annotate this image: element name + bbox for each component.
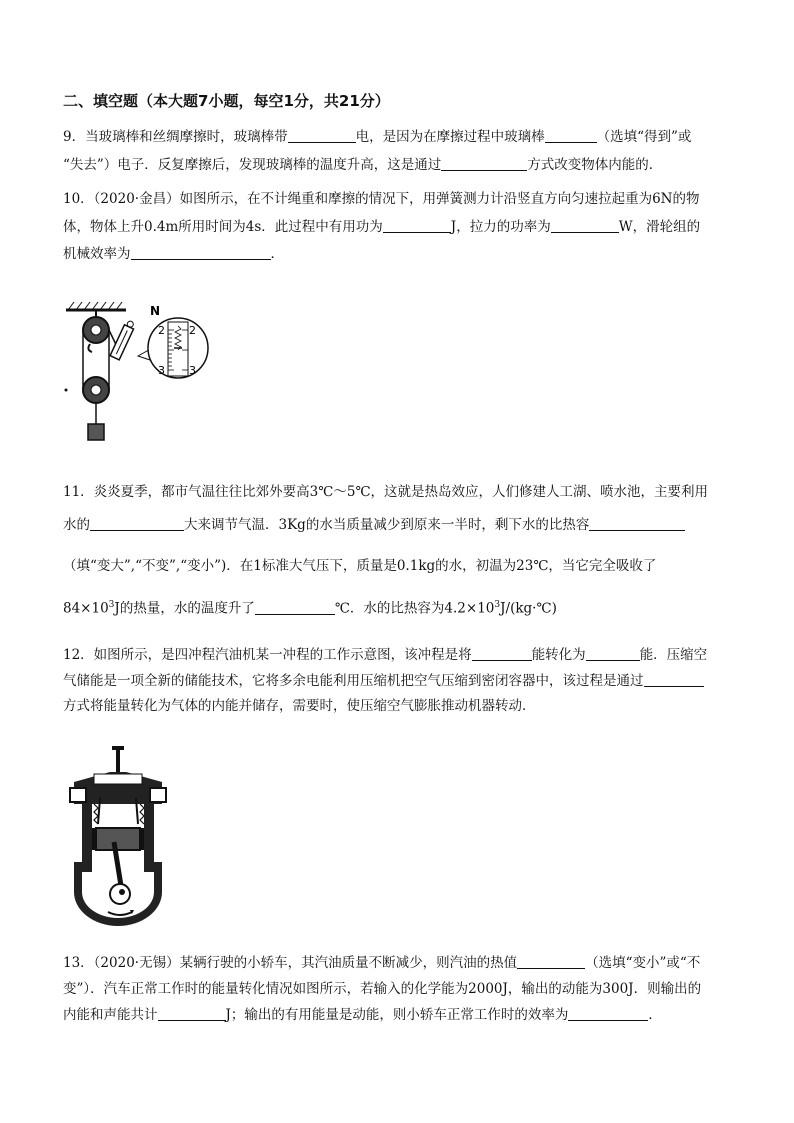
answer-blank[interactable] — [568, 1006, 648, 1021]
answer-blank[interactable] — [517, 954, 585, 969]
section-title: 二、填空题（本大题7小题，每空1分，共21分） — [63, 92, 390, 110]
q10-text: ． — [270, 246, 284, 262]
q13-text: （选填“变小”或“不 — [585, 955, 701, 971]
q10-text: W，滑轮组的 — [618, 219, 701, 235]
q11-exponent: 3 — [108, 600, 115, 610]
q11-line-3: （填“变大”,“不变”,“变小”)．在1标准大气压下，质量是0.1kg的水，初温为23℃，当它完全吸收了 — [63, 558, 657, 574]
q9-text: （选填“得到”或 — [596, 129, 692, 145]
q10-text: J，拉力的功率为 — [450, 219, 551, 235]
q13-line-2: 变”）．汽车正常工作时的能量转化情况如图所示，若输入的化学能为2000J，输出的动能为300J．则输出的 — [63, 981, 702, 997]
q12-text: 能．压缩空 — [639, 647, 708, 663]
q13-text: ． — [648, 1007, 662, 1023]
q11-text: 水的 — [63, 517, 90, 533]
answer-blank[interactable] — [383, 218, 451, 233]
q11-line-2 — [63, 516, 685, 534]
answer-blank[interactable] — [589, 516, 685, 531]
q11-text: 大来调节气温．3Kg的水当质量减少到原来一半时，剩下水的比热容 — [184, 517, 590, 533]
answer-blank[interactable] — [586, 646, 640, 661]
q10-text: 机械效率为 — [63, 246, 131, 262]
q13-text: J；输出的有用能量是动能，则小轿车正常工作时的效率为 — [225, 1007, 569, 1023]
fig-tick-label: 3 — [158, 364, 165, 377]
q12-line-1 — [63, 646, 707, 664]
q9-text: 方式改变物体内能的． — [527, 157, 663, 173]
answer-blank[interactable] — [131, 245, 271, 260]
q10-line-1: 10．（2020·金昌）如图所示，在不计绳重和摩擦的情况下，用弹簧测力计沿竖直方向匀速拉起重为6N的物 — [63, 191, 700, 207]
q11-text: ℃．水的比热容为4.2×10 — [334, 600, 495, 617]
answer-blank[interactable] — [441, 156, 527, 171]
q9-line-2 — [63, 156, 662, 174]
q9-text: 9．当玻璃棒和丝绸摩擦时，玻璃棒带 — [63, 129, 288, 145]
q10-line-2 — [63, 218, 700, 236]
answer-blank[interactable] — [644, 672, 704, 687]
q13-text: 13．（2020·无锡）某辆行驶的小轿车，其汽油质量不断减少，则汽油的热值 — [63, 955, 518, 971]
q12-text: 12．如图所示，是四冲程汽油机某一冲程的工作示意图，该冲程是将 — [63, 647, 472, 663]
q12-text: 能转化为 — [531, 647, 586, 663]
answer-blank[interactable] — [90, 516, 184, 531]
answer-blank[interactable] — [158, 1006, 226, 1021]
fig-tick-label: 3 — [189, 364, 196, 377]
q12-line-3: 方式将能量转化为气体的内能并储存，需要时，使压缩空气膨胀推动机器转动． — [63, 698, 536, 714]
fig-tick-label: 2 — [158, 324, 165, 337]
q11-text: 84×10 — [63, 600, 109, 617]
q12-line-2 — [63, 672, 704, 690]
weight-block-icon — [88, 424, 104, 440]
fig-tick-label: 2 — [189, 324, 196, 337]
answer-blank[interactable] — [551, 218, 619, 233]
q13-line-1 — [63, 954, 700, 972]
q9-line-1 — [63, 128, 691, 146]
answer-blank[interactable] — [545, 128, 597, 143]
q10-line-3 — [63, 245, 284, 263]
q11-line-1: 11．炎炎夏季，都市气温往往比郊外要高3℃～5℃，这就是热岛效应，人们修建人工湖、喷水池，主要利用 — [63, 484, 709, 500]
q13-line-3 — [63, 1006, 662, 1024]
q10-text: 体，物体上升0.4m所用时间为4s．此过程中有用功为 — [63, 219, 383, 235]
answer-blank[interactable] — [255, 600, 335, 615]
q9-text: “失去”）电子．反复摩擦后，发现玻璃棒的温度升高，这是通过 — [63, 157, 442, 173]
q13-text: 内能和声能共计 — [63, 1007, 158, 1023]
answer-blank[interactable] — [472, 646, 532, 661]
q11-line-4 — [63, 596, 557, 618]
q12-text: 气储能是一项全新的储能技术，它将多余电能利用压缩机把空气压缩到密闭容器中，该过程是通过 — [63, 673, 644, 689]
q9-text: 电，是因为在摩擦过程中玻璃棒 — [355, 129, 545, 145]
pulley-figure — [60, 298, 220, 448]
q11-exponent: 3 — [494, 600, 501, 610]
answer-blank[interactable] — [288, 128, 356, 143]
engine-figure — [64, 742, 176, 932]
q11-text: J的热量，水的温度升了 — [114, 600, 255, 617]
fig-unit-label: N — [150, 304, 161, 318]
q11-text: J/(kg·℃) — [500, 600, 557, 617]
